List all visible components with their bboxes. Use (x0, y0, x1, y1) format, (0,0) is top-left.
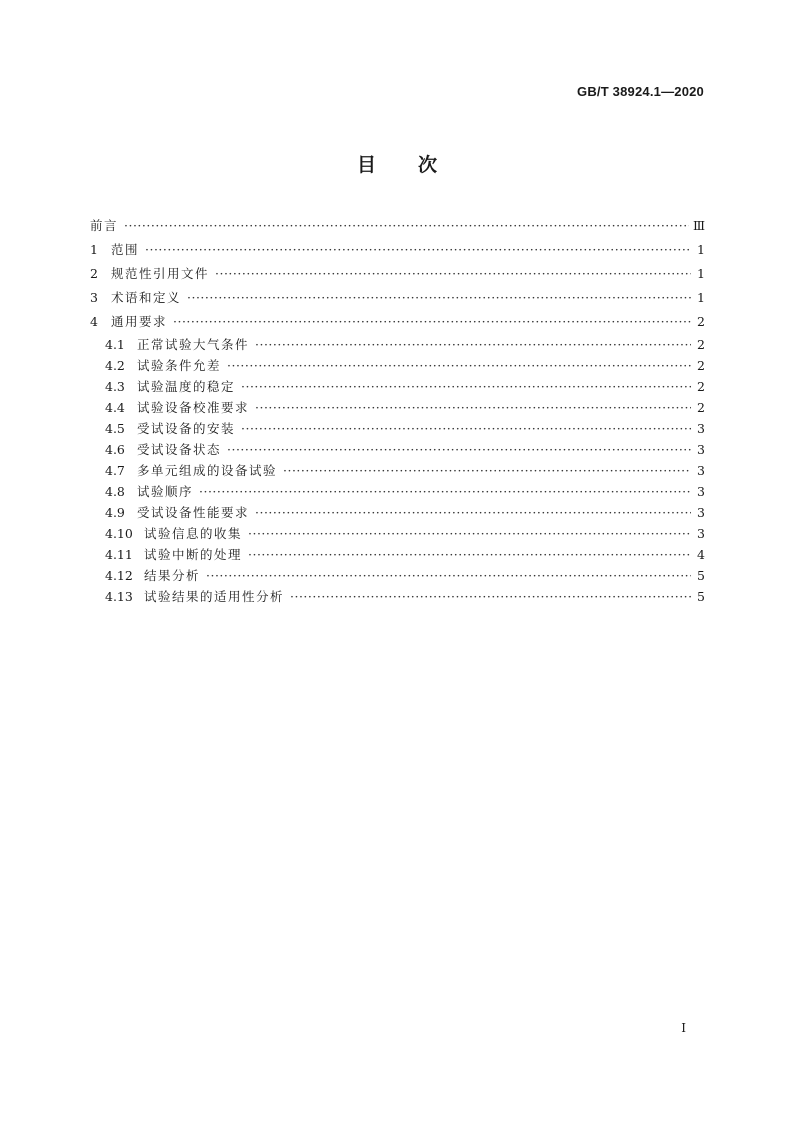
toc-entry-3[interactable] (90, 286, 705, 310)
toc-entry-4-12[interactable] (90, 565, 705, 586)
toc-entry-page: 1 (697, 266, 705, 281)
toc-entry-label: 试验设备校准要求 (137, 400, 250, 415)
toc-entry-page: 4 (697, 547, 705, 562)
page-number: I (681, 1021, 686, 1035)
dot-leader (255, 502, 691, 523)
toc-entry-number: 4 (90, 314, 98, 329)
toc-entry-page: 5 (697, 589, 705, 604)
toc-entry-page: 2 (697, 379, 705, 394)
toc-entry-4-9[interactable] (90, 502, 705, 523)
toc-entry-page: 3 (697, 484, 705, 499)
dot-leader (283, 460, 691, 481)
toc-entry-label: 试验中断的处理 (144, 547, 243, 562)
toc-entry-4-10[interactable] (90, 523, 705, 544)
toc-entry-page: 2 (697, 358, 705, 373)
toc-entry-page: 3 (697, 463, 705, 478)
toc-entry-label: 受试设备性能要求 (137, 505, 250, 520)
toc-entry-4[interactable] (90, 310, 705, 334)
toc-entry-number: 4.13 (105, 589, 133, 604)
toc-entry-4-4[interactable] (90, 397, 705, 418)
dot-leader (173, 310, 691, 334)
toc-entry-label: 试验顺序 (137, 484, 194, 499)
toc-entry-number: 2 (90, 266, 98, 281)
toc-entry-4-11[interactable] (90, 544, 705, 565)
toc-entry-page: 1 (697, 242, 705, 257)
toc-entry-label: 前言 (90, 218, 119, 233)
toc-entry-4-8[interactable] (90, 481, 705, 502)
toc-entry-number: 4.8 (105, 484, 125, 499)
toc-entry-label: 范围 (111, 242, 140, 257)
page-title: 目次 (356, 154, 479, 176)
toc-entry-label: 试验结果的适用性分析 (144, 589, 285, 604)
toc-entry-label: 试验温度的稳定 (137, 379, 236, 394)
toc-entry-page: 2 (697, 314, 705, 329)
toc-entry-number: 4.6 (105, 442, 125, 457)
dot-leader (241, 376, 691, 397)
toc-entry-page: 5 (697, 568, 705, 583)
toc-entry-label: 通用要求 (111, 314, 168, 329)
toc-entry-4-7[interactable] (90, 460, 705, 481)
toc-entry-page: Ⅲ (692, 218, 705, 233)
toc-entry-page: 3 (697, 442, 705, 457)
toc-entry-page: 3 (697, 526, 705, 541)
table-of-contents (90, 214, 705, 607)
toc-entry-label: 规范性引用文件 (111, 266, 210, 281)
toc-entry-4-2[interactable] (90, 355, 705, 376)
dot-leader (124, 214, 689, 238)
toc-entry-label: 受试设备状态 (137, 442, 222, 457)
standard-number: GB/T 38924.1—2020 (577, 84, 704, 99)
toc-entry-4-5[interactable] (90, 418, 705, 439)
toc-entry-page: 2 (697, 400, 705, 415)
toc-entry-number: 4.3 (105, 379, 125, 394)
toc-entry-number: 4.11 (105, 547, 133, 562)
toc-entry-number: 4.10 (105, 526, 133, 541)
toc-entry-foreword[interactable] (90, 214, 705, 238)
toc-entry-page: 1 (697, 290, 705, 305)
toc-entry-label: 试验条件允差 (137, 358, 222, 373)
toc-entry-label: 结果分析 (144, 568, 201, 583)
toc-entry-number: 3 (90, 290, 98, 305)
toc-entry-label: 正常试验大气条件 (137, 337, 250, 352)
toc-entry-number: 4.4 (105, 400, 125, 415)
toc-entry-number: 4.2 (105, 358, 125, 373)
dot-leader (255, 397, 691, 418)
toc-entry-page: 3 (697, 421, 705, 436)
toc-entry-page: 2 (697, 337, 705, 352)
toc-entry-label: 受试设备的安装 (137, 421, 236, 436)
toc-entry-page: 3 (697, 505, 705, 520)
toc-entry-label: 多单元组成的设备试验 (137, 463, 278, 478)
dot-leader (227, 355, 691, 376)
dot-leader (227, 439, 691, 460)
toc-entry-number: 4.7 (105, 463, 125, 478)
toc-entry-number: 1 (90, 242, 98, 257)
toc-entry-label: 术语和定义 (111, 290, 182, 305)
dot-leader (206, 565, 691, 586)
dot-leader (248, 523, 691, 544)
toc-entry-4-3[interactable] (90, 376, 705, 397)
dot-leader (255, 334, 691, 355)
dot-leader (187, 286, 691, 310)
dot-leader (248, 544, 691, 565)
toc-entry-1[interactable] (90, 238, 705, 262)
toc-entry-4-1[interactable] (90, 334, 705, 355)
toc-entry-number: 4.9 (105, 505, 125, 520)
toc-entry-label: 试验信息的收集 (144, 526, 243, 541)
toc-entry-4-13[interactable] (90, 586, 705, 607)
dot-leader (199, 481, 691, 502)
toc-entry-number: 4.12 (105, 568, 133, 583)
toc-entry-number: 4.1 (105, 337, 125, 352)
dot-leader (215, 262, 691, 286)
toc-entry-2[interactable] (90, 262, 705, 286)
dot-leader (145, 238, 691, 262)
dot-leader (241, 418, 691, 439)
toc-entry-number: 4.5 (105, 421, 125, 436)
toc-entry-4-6[interactable] (90, 439, 705, 460)
dot-leader (290, 586, 691, 607)
